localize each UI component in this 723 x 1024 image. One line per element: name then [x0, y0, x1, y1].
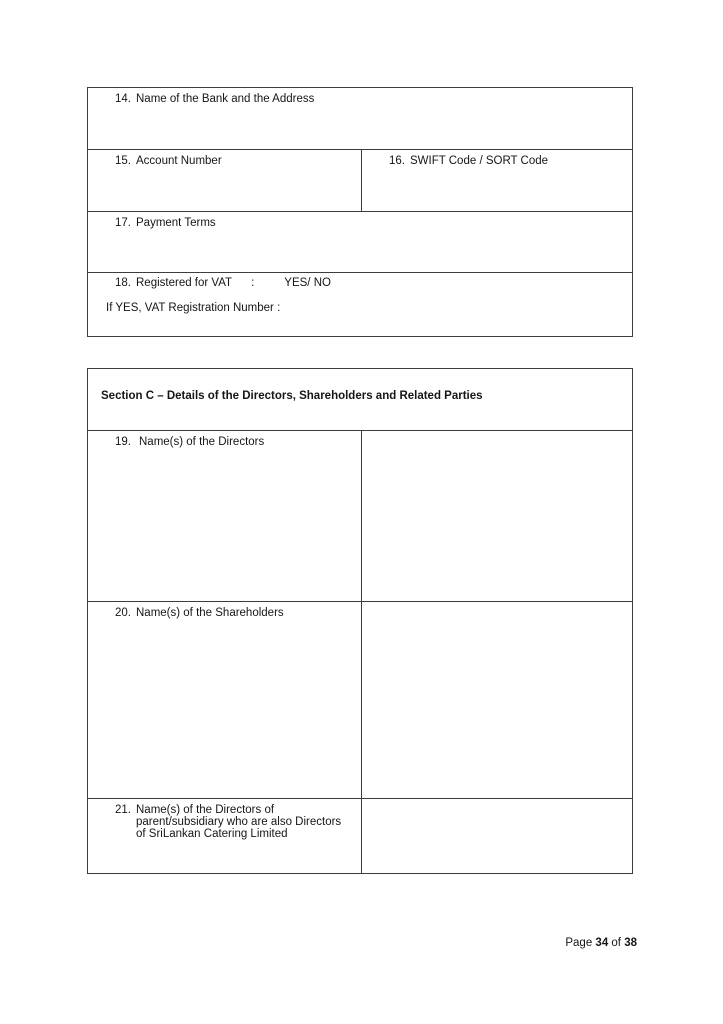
directors-label: Name(s) of the Directors — [139, 436, 265, 448]
vat-colon: : — [251, 277, 255, 289]
item-number: 17. — [115, 217, 131, 229]
row-bank-name — [88, 88, 632, 149]
row-vat-registration — [88, 272, 632, 336]
row-directors — [88, 430, 632, 601]
account-number-label: Account Number — [136, 155, 222, 167]
item-number: 19. — [115, 436, 131, 448]
item-number: 14. — [115, 93, 131, 105]
footer-total-pages: 38 — [624, 937, 637, 949]
footer-page-number: 34 — [595, 937, 609, 949]
row-payment-terms — [88, 211, 632, 272]
directors-entry-area — [362, 431, 632, 601]
account-number-cell — [88, 150, 362, 211]
bank-name-label: Name of the Bank and the Address — [136, 93, 315, 105]
vat-registered-label: Registered for VAT — [136, 277, 233, 289]
parent-subsidiary-entry-area — [362, 799, 632, 873]
item-number: 16. — [389, 155, 405, 167]
footer-of-word: of — [608, 937, 625, 949]
page-footer — [565, 937, 637, 949]
shareholders-label-cell — [88, 602, 362, 798]
vat-number-label: If YES, VAT Registration Number : — [106, 302, 281, 314]
footer-page-word: Page — [565, 937, 596, 949]
item-number: 18. — [115, 277, 131, 289]
section-c-table — [87, 368, 633, 874]
row-account-swift — [88, 149, 632, 211]
swift-code-label: SWIFT Code / SORT Code — [410, 155, 549, 167]
shareholders-label: Name(s) of the Shareholders — [136, 607, 284, 619]
payment-terms-label: Payment Terms — [136, 217, 216, 229]
section-c-title: Section C – Details of the Directors, Shareholders and Related Parties — [101, 390, 483, 402]
item-number: 15. — [115, 155, 131, 167]
section-c-header — [88, 369, 632, 430]
row-parent-subsidiary-directors — [88, 798, 632, 873]
swift-code-cell — [362, 150, 632, 211]
shareholders-entry-area — [362, 602, 632, 798]
item-number: 20. — [115, 607, 131, 619]
directors-label-cell — [88, 431, 362, 601]
row-shareholders — [88, 601, 632, 798]
parent-subsidiary-label-cell — [88, 799, 362, 873]
vat-yes-no-options: YES/ NO — [284, 277, 331, 289]
item-number: 21. — [115, 804, 131, 816]
bank-details-table — [87, 87, 633, 337]
parent-subsidiary-directors-label: Name(s) of the Directors of parent/subsidiary who are also Directors of SriLankan Catering Limited — [136, 804, 342, 840]
